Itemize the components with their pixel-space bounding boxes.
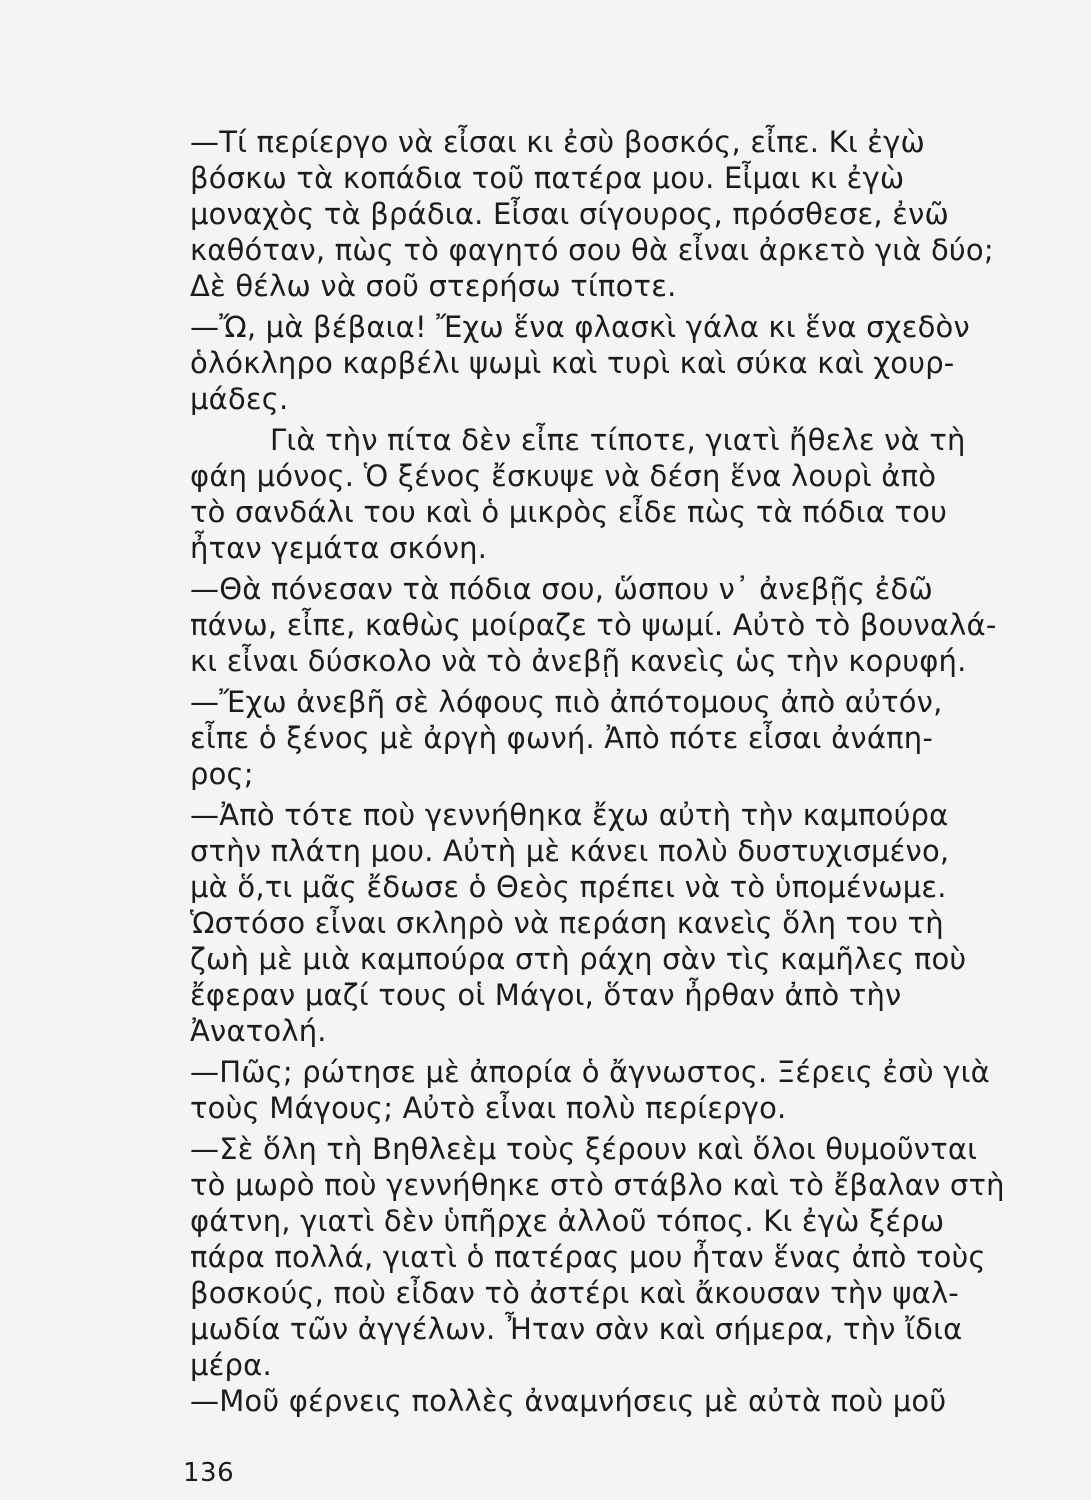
text-line: μὰ ὅ,τι μᾶς ἔδωσε ὁ Θεὸς πρέπει νὰ τὸ ὑπομένωμε.: [190, 870, 947, 904]
text-line: —Ὤ, μὰ βέβαια! Ἔχω ἕνα φλασκὶ γάλα κι ἕνα σχεδὸν: [190, 310, 970, 344]
text-line: φάτνη, γιατὶ δὲν ὑπῆρχε ἀλλοῦ τόπος. Κι ἐγὼ ξέρω: [190, 1204, 945, 1238]
text-line: εἶπε ὁ ξένος μὲ ἀργὴ φωνή. Ἀπὸ πότε εἶσαι ἀνάπη-: [190, 721, 934, 755]
text-line: πάρα πολλά, γιατὶ ὁ πατέρας μου ἦταν ἕνας ἀπὸ τοὺς: [190, 1240, 986, 1274]
text-line: Γιὰ τὴν πίτα δὲν εἶπε τίποτε, γιατὶ ἤθελε νὰ τὴ: [270, 423, 966, 457]
text-line: μέρα.: [190, 1348, 272, 1382]
text-line: βοσκούς, ποὺ εἶδαν τὸ ἀστέρι καὶ ἄκουσαν τὴν ψαλ-: [190, 1276, 959, 1310]
text-line: κι εἶναι δύσκολο νὰ τὸ ἀνεβῇ κανεὶς ὡς τὴν κορυφή.: [190, 644, 967, 678]
text-line: τοὺς Μάγους; Αὐτὸ εἶναι πολὺ περίεργο.: [190, 1091, 787, 1125]
text-line: —Πῶς; ρώτησε μὲ ἀπορία ὁ ἄγνωστος. Ξέρεις ἐσὺ γιὰ: [190, 1055, 990, 1089]
text-line: ἔφεραν μαζί τους οἱ Μάγοι, ὅταν ἦρθαν ἀπὸ τὴν: [190, 978, 902, 1012]
text-line: —Ἀπὸ τότε ποὺ γεννήθηκα ἔχω αὐτὴ τὴν καμπούρα: [190, 798, 949, 832]
text-line: μάδες.: [190, 382, 289, 416]
text-line: φάη μόνος. Ὁ ξένος ἔσκυψε νὰ δέση ἕνα λουρὶ ἀπὸ: [190, 459, 937, 493]
text-line: —Θὰ πόνεσαν τὰ πόδια σου, ὥσπου ν᾽ ἀνεβῇς ἐδῶ: [190, 572, 933, 606]
text-line: βόσκω τὰ κοπάδια τοῦ πατέρα μου. Εἶμαι κι ἐγὼ: [190, 161, 905, 195]
text-line: Ἀνατολή.: [190, 1014, 327, 1048]
text-line: Δὲ θέλω νὰ σοῦ στερήσω τίποτε.: [190, 269, 677, 303]
text-line: στὴν πλάτη μου. Αὐτὴ μὲ κάνει πολὺ δυστυχισμένο,: [190, 834, 950, 868]
text-line: ρος;: [190, 757, 254, 791]
text-line: ζωὴ μὲ μιὰ καμπούρα στὴ ράχη σὰν τὶς καμῆλες ποὺ: [190, 942, 967, 976]
text-line: —Μοῦ φέρνεις πολλὲς ἀναμνήσεις μὲ αὐτὰ ποὺ μοῦ: [190, 1384, 947, 1418]
text-line: ὁλόκληρο καρβέλι ψωμὶ καὶ τυρὶ καὶ σύκα καὶ χουρ-: [190, 346, 955, 380]
text-line: —Τί περίεργο νὰ εἶσαι κι ἐσὺ βοσκός, εἶπε. Κι ἐγὼ: [190, 125, 925, 159]
text-line: Ὡστόσο εἶναι σκληρὸ νὰ περάση κανεὶς ὅλη του τὴ: [190, 906, 944, 940]
text-line: τὸ σανδάλι του καὶ ὁ μικρὸς εἶδε πὼς τὰ πόδια του: [190, 495, 948, 529]
text-line: μοναχὸς τὰ βράδια. Εἶσαι σίγουρος, πρόσθεσε, ἐνῶ: [190, 197, 949, 231]
text-line: —Σὲ ὅλη τὴ Βηθλεὲμ τοὺς ξέρουν καὶ ὅλοι θυμοῦνται: [190, 1132, 978, 1166]
text-line: μωδία τῶν ἀγγέλων. Ἦταν σὰν καὶ σήμερα, τὴν ἴδια: [190, 1312, 963, 1346]
text-line: πάνω, εἶπε, καθὼς μοίραζε τὸ ψωμί. Αὐτὸ τὸ βουναλά-: [190, 608, 997, 642]
text-line: ἦταν γεμάτα σκόνη.: [190, 531, 488, 565]
text-line: καθόταν, πὼς τὸ φαγητό σου θὰ εἶναι ἀρκετὸ γιὰ δύο;: [190, 233, 994, 267]
text-line: —Ἔχω ἀνεβῆ σὲ λόφους πιὸ ἀπότομους ἀπὸ αὐτόν,: [190, 685, 943, 719]
text-line: τὸ μωρὸ ποὺ γεννήθηκε στὸ στάβλο καὶ τὸ ἔβαλαν στὴ: [190, 1168, 1005, 1202]
page-number: 136: [183, 1458, 235, 1488]
